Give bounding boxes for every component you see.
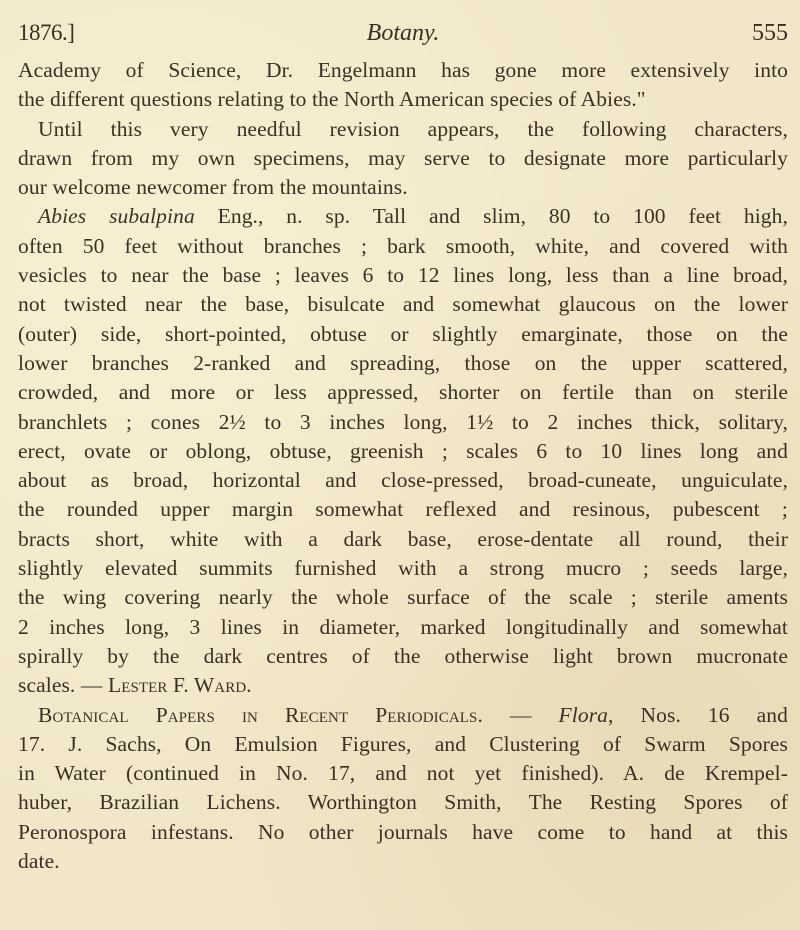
text-line: the rounded upper margin somewhat reflexed and resinous, pubescent ; [18, 497, 788, 522]
text-line: the wing covering nearly the whole surface of the scale ; sterile aments [18, 585, 788, 610]
text-line: branchlets ; cones 2½ to 3 inches long, 1½ to 2 inches thick, solitary, [18, 409, 788, 434]
text-line: Peronospora infestans. No other journals have come to hand at this [18, 819, 788, 844]
paragraph-species-description [18, 202, 788, 700]
paragraph-continuation [18, 56, 788, 115]
paragraph-botanical-papers [18, 701, 788, 877]
paragraph-revision [18, 115, 788, 203]
closing-prefix: scales. — [18, 673, 108, 698]
text-line: Academy of Science, Dr. Engelmann has gone more extensively into [18, 58, 788, 82]
author-signature: Lester F. Ward. [107, 673, 252, 698]
species-line-rest: Eng., n. sp. Tall and slim, 80 to 100 feet high, [194, 204, 788, 229]
running-head-year: 1876.] [18, 20, 75, 45]
text-line: (outer) side, short-pointed, obtuse or slightly emarginate, those on the [18, 321, 788, 346]
page-number: 555 [752, 20, 788, 46]
text-line: often 50 feet without branches ; bark smooth, white, and covered with [18, 233, 788, 258]
text-line: 17. J. Sachs, On Emulsion Figures, and Clustering of Swarm Spores [18, 731, 788, 756]
text-line: 2 inches long, 3 lines in diameter, marked longitudinally and somewhat [18, 614, 788, 639]
text-line [18, 202, 788, 231]
text-line: lower branches 2-ranked and spreading, those on the upper scattered, [18, 350, 788, 375]
text-line: not twisted near the base, bisulcate and somewhat glaucous on the lower [18, 292, 788, 317]
running-head-section-title: Botany. [366, 20, 440, 46]
text-line: in Water (continued in No. 17, and not yet finished). A. de Krempel- [18, 761, 788, 786]
text-line: about as broad, horizontal and close-pressed, broad-cuneate, unguiculate, [18, 468, 788, 493]
section-heading: Botanical Papers in Recent Periodicals. [38, 702, 483, 727]
book-page [18, 0, 788, 876]
text-line: date. [18, 849, 60, 874]
text-line: erect, ovate or oblong, obtuse, greenish ; scales 6 to 10 lines long and [18, 438, 788, 463]
running-head [18, 0, 788, 56]
text-line: crowded, and more or less appressed, shorter on fertile than on sterile [18, 380, 788, 405]
text-line [18, 671, 788, 700]
text-line: our welcome newcomer from the mountains. [18, 175, 408, 200]
text-line: drawn from my own specimens, may serve to designate more particularly [18, 145, 788, 170]
species-name: Abies subalpina [38, 204, 195, 229]
journal-name: Flora [558, 702, 609, 727]
text-line [18, 701, 788, 730]
heading-separator: — [482, 702, 559, 727]
first-line-rest: , Nos. 16 and [608, 702, 788, 727]
text-line: the different questions relating to the North American species of Abies." [18, 87, 646, 112]
text-line: bracts short, white with a dark base, erose-dentate all round, their [18, 526, 788, 551]
body-text [18, 56, 788, 876]
text-line: vesicles to near the base ; leaves 6 to 12 lines long, less than a line broad, [18, 263, 788, 288]
text-line: huber, Brazilian Lichens. Worthington Smith, The Resting Spores of [18, 790, 788, 815]
text-line: slightly elevated summits furnished with a strong mucro ; seeds large, [18, 556, 788, 581]
text-line: Until this very needful revision appears, the following characters, [38, 116, 788, 141]
text-line: spirally by the dark centres of the otherwise light brown mucronate [18, 643, 788, 668]
